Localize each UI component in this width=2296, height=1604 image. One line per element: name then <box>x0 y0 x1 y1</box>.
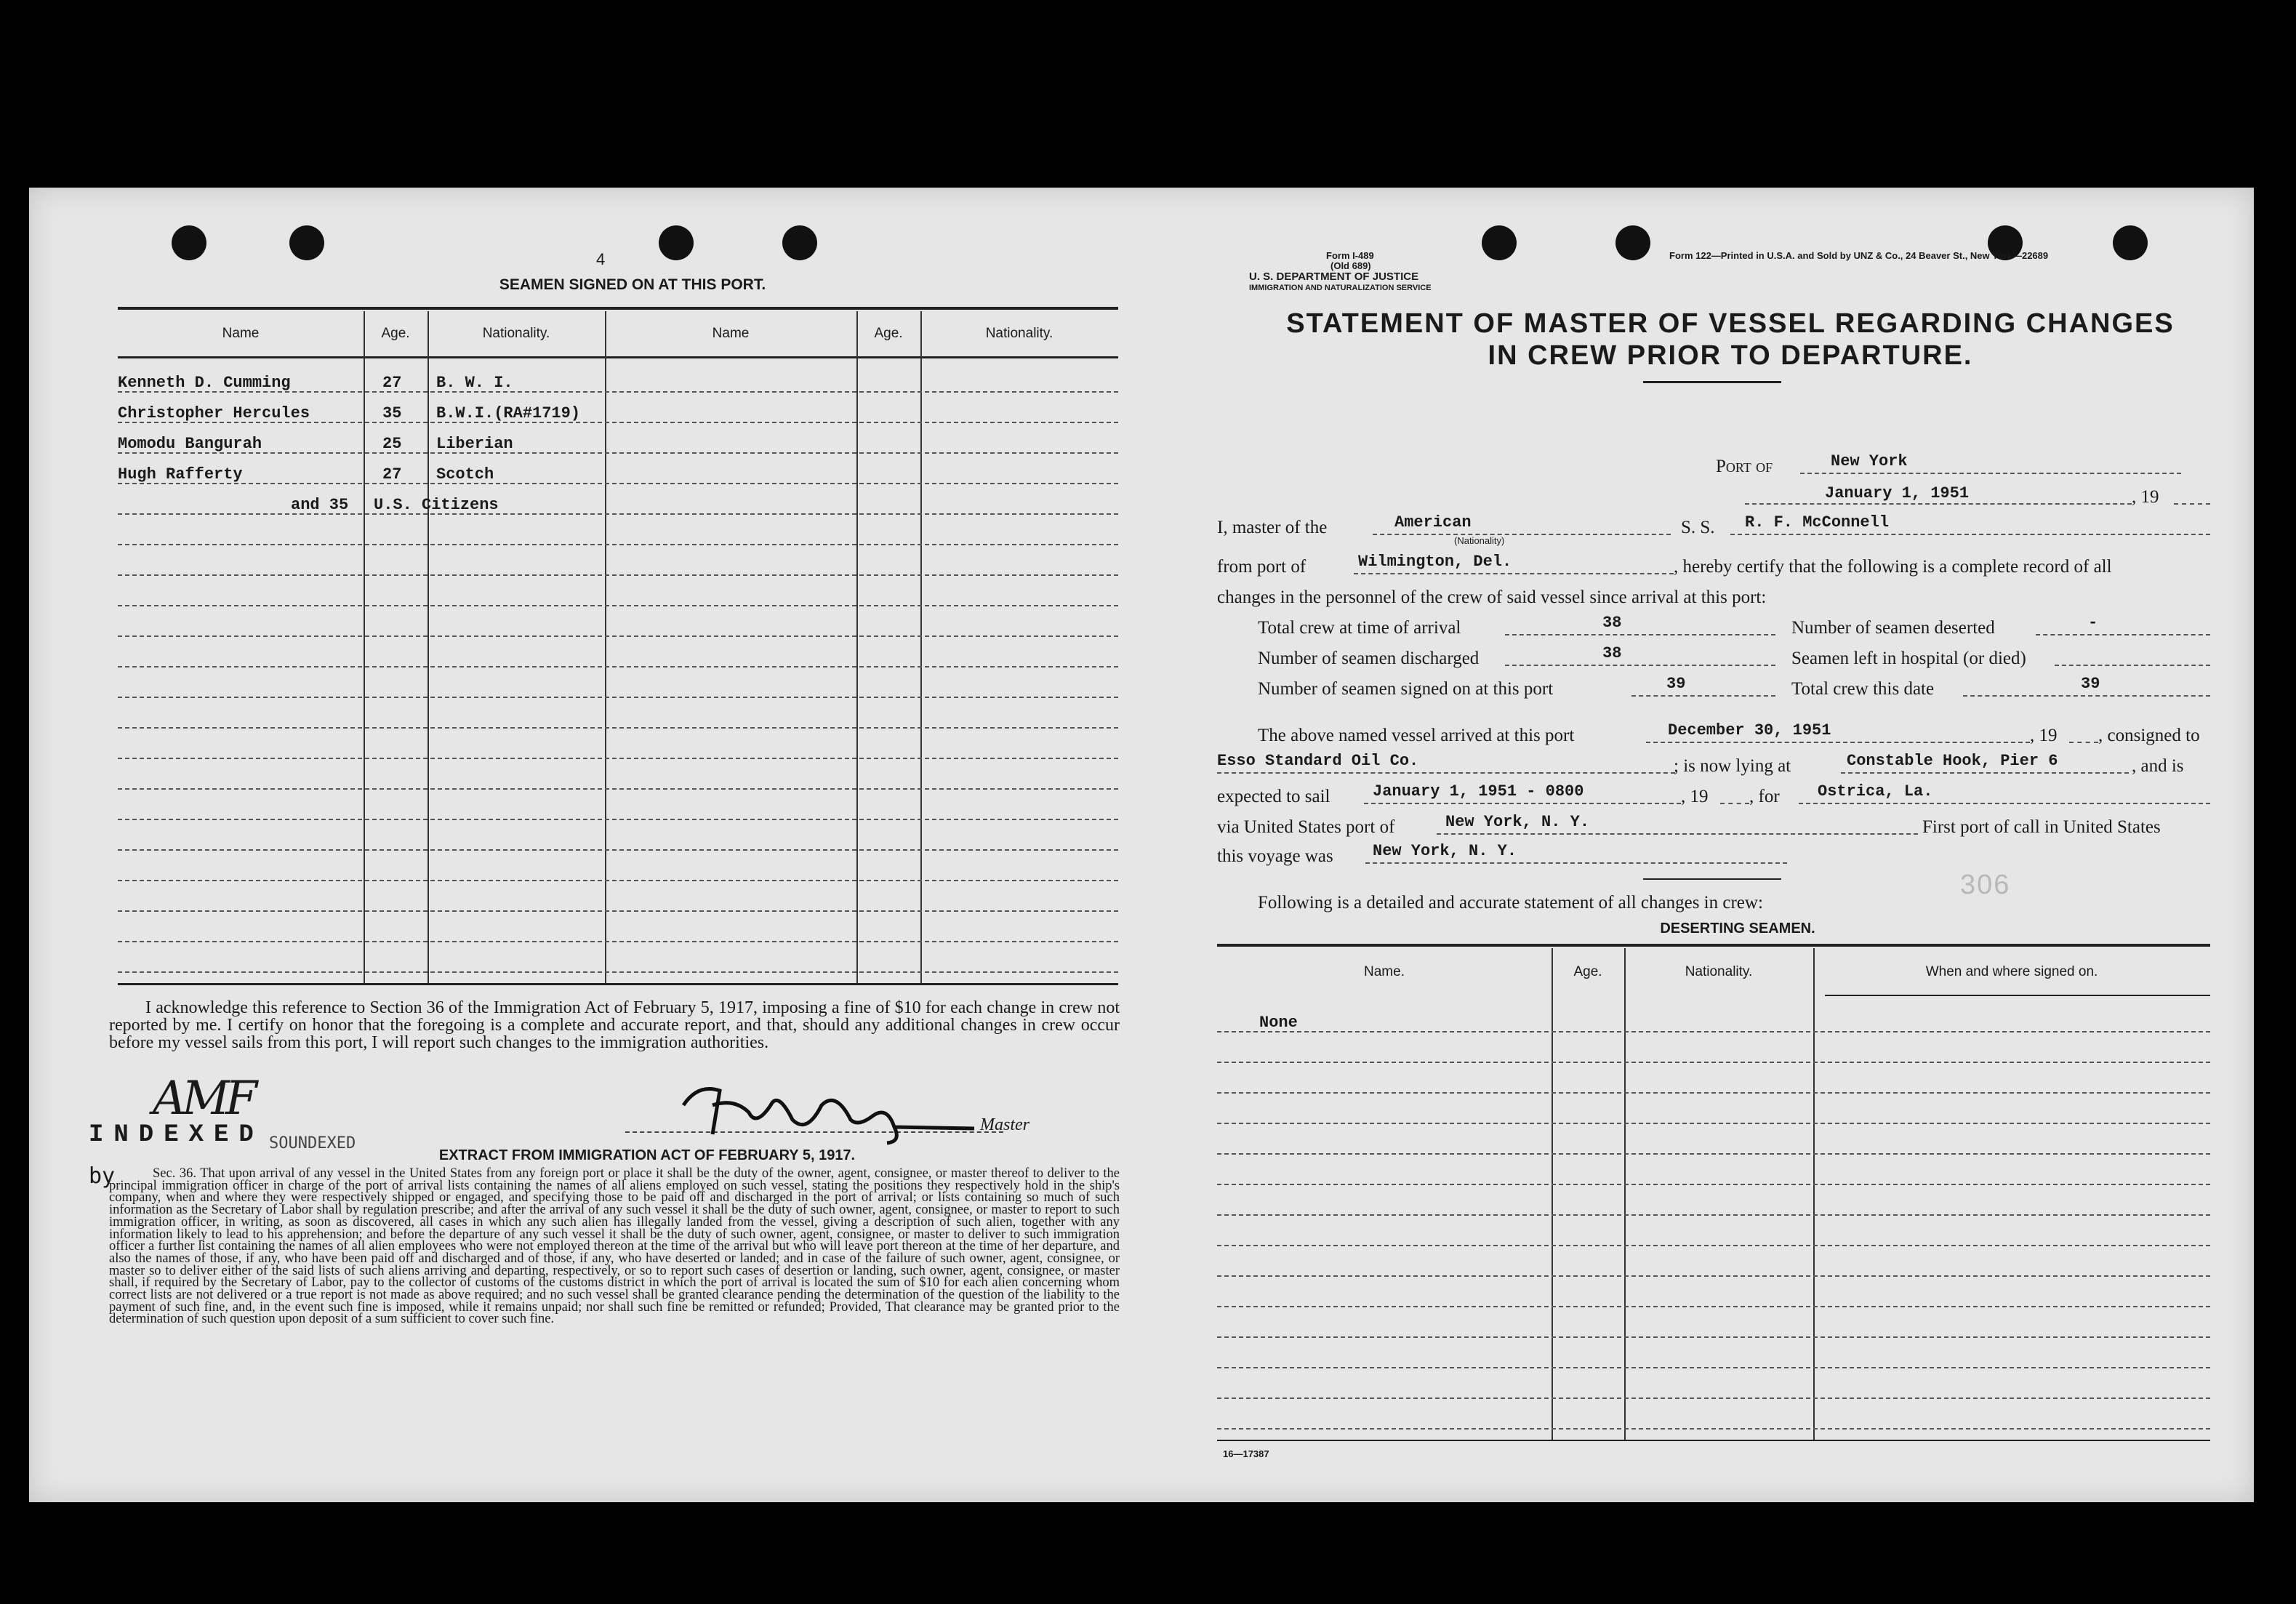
punch-hole <box>782 225 817 260</box>
left-page-title: SEAMEN SIGNED ON AT THIS PORT. <box>499 276 766 293</box>
deserting-header-age: Age. <box>1573 964 1602 979</box>
seaman-nationality: B. W. I. <box>436 374 513 392</box>
nationality-caption: (Nationality) <box>1454 535 1505 546</box>
row-line <box>118 849 1118 851</box>
certify-text: , hereby certify that the following is a complete record of all <box>1674 557 2112 577</box>
for-line <box>1799 803 2210 804</box>
seaman-name: and 35 <box>291 496 349 514</box>
row-line <box>1217 1275 2210 1277</box>
deserting-header-rule <box>1825 995 2210 996</box>
punch-hole <box>172 225 206 260</box>
by-label: by <box>89 1163 116 1189</box>
count-line <box>1631 695 1775 697</box>
deserting-header-nationality: Nationality. <box>1685 964 1753 979</box>
count-line <box>1963 695 2210 697</box>
service-name: IMMIGRATION AND NATURALIZATION SERVICE <box>1249 284 1432 292</box>
punch-hole <box>2113 225 2148 260</box>
table-top-rule <box>118 307 1118 310</box>
punch-hole <box>1615 225 1650 260</box>
this-voyage-line <box>1365 862 1787 864</box>
count-line <box>1505 665 1775 666</box>
deserted-value: - <box>2088 614 2098 632</box>
row-line <box>1217 1153 2210 1155</box>
seaman-age: 27 <box>382 465 402 484</box>
nationality-line <box>1373 534 1671 535</box>
date-suffix: , 19 <box>2132 487 2159 507</box>
seaman-age: 35 <box>382 404 402 422</box>
row-line <box>1217 1336 2210 1338</box>
hospital-label: Seamen left in hospital (or died) <box>1791 649 2026 668</box>
year-line <box>2174 503 2210 505</box>
stamp-number: 306 <box>1960 870 2011 900</box>
count-line <box>2036 634 2210 635</box>
consignee-value: Esso Standard Oil Co. <box>1217 752 1419 770</box>
via-label: via United States port of <box>1217 817 1395 837</box>
total-date-value: 39 <box>2081 675 2100 693</box>
seaman-name: Momodu Bangurah <box>118 435 262 453</box>
lying-line <box>1841 772 2129 774</box>
seaman-nationality: Liberian <box>436 435 513 453</box>
col-divider <box>920 311 922 983</box>
total-crew-arrival-label: Total crew at time of arrival <box>1258 618 1461 638</box>
consignee-line <box>1217 772 1675 774</box>
department-name: U. S. DEPARTMENT OF JUSTICE <box>1249 270 1419 283</box>
seaman-nationality: B.W.I.(RA#1719) <box>436 404 581 422</box>
row-line <box>118 513 1118 515</box>
signed-on-value: 39 <box>1666 675 1686 693</box>
punch-hole <box>1482 225 1517 260</box>
row-line <box>1217 1367 2210 1368</box>
col-divider <box>1624 948 1626 1440</box>
row-line <box>118 666 1118 667</box>
row-line <box>1217 1428 2210 1429</box>
header-name: Name <box>222 326 260 341</box>
header-age: Age. <box>381 326 410 341</box>
count-line <box>1505 634 1775 635</box>
footer-code: 16—17387 <box>1223 1448 1269 1459</box>
punch-hole <box>289 225 324 260</box>
row-line <box>1217 1245 2210 1246</box>
seaman-age: 25 <box>382 435 402 453</box>
col-divider <box>1552 948 1553 1440</box>
date-value: January 1, 1951 <box>1825 484 1970 502</box>
seaman-nationality: U.S. Citizens <box>374 496 499 514</box>
row-line <box>1217 1062 2210 1063</box>
row-line <box>118 788 1118 790</box>
for-value: Ostrica, La. <box>1818 782 1933 801</box>
seaman-name: Hugh Rafferty <box>118 465 243 484</box>
row-line <box>118 697 1118 698</box>
col-divider <box>1813 948 1815 1440</box>
row-line <box>118 910 1118 912</box>
from-port-value: Wilmington, Del. <box>1358 553 1512 571</box>
first-port-label: First port of call in United States <box>1922 817 2161 837</box>
expected-line <box>1364 803 1681 804</box>
row-line <box>118 727 1118 729</box>
acknowledgement-text: I acknowledge this reference to Section 36 of the Immigration Act of February 5, 1917, imposing a fine of $10 for each change in crew not reported by me. I certify on honor that the foregoing is a complete and accurate report, and that, should any additional changes in crew occur before my vessel sails from this port, I will report such changes to the immigration authorities. <box>109 998 1120 1052</box>
col-divider <box>428 311 429 983</box>
deserting-header-when-where: When and where signed on. <box>1925 964 2098 979</box>
row-line <box>118 819 1118 820</box>
master-signature <box>669 1076 974 1146</box>
deserted-label: Number of seamen deserted <box>1791 618 1995 638</box>
header-name-2: Name <box>712 326 750 341</box>
year-line <box>2069 742 2098 743</box>
year-line <box>1720 803 1749 804</box>
deserting-top-rule <box>1217 944 2210 947</box>
consigned-label: , consigned to <box>2098 726 2200 745</box>
ss-label: S. S. <box>1681 518 1715 537</box>
total-crew-arrival-value: 38 <box>1602 614 1622 632</box>
col-divider <box>856 311 858 983</box>
row-line <box>1217 1398 2210 1399</box>
form-label: Form I-489 <box>1326 250 1374 261</box>
total-date-label: Total crew this date <box>1791 679 1935 699</box>
col-divider <box>364 311 365 983</box>
header-age-2: Age. <box>874 326 903 341</box>
master-label: Master <box>980 1115 1029 1134</box>
seaman-age: 27 <box>382 374 402 392</box>
master-of-label: I, master of the <box>1217 518 1328 537</box>
handwritten-initials: AMF <box>153 1072 254 1126</box>
arrived-label: The above named vessel arrived at this port <box>1258 726 1575 745</box>
extract-title: EXTRACT FROM IMMIGRATION ACT OF FEBRUARY 5, 1917. <box>438 1147 856 1163</box>
discharged-value: 38 <box>1602 644 1622 662</box>
soundexed-stamp: SOUNDEXED <box>269 1134 356 1152</box>
count-line <box>2055 665 2210 666</box>
row-line <box>118 605 1118 606</box>
year-prefix: , 19 <box>2030 726 2058 745</box>
row-line <box>118 758 1118 759</box>
for-label: , for <box>1749 787 1780 806</box>
lying-label: ; is now lying at <box>1674 756 1791 776</box>
changes-text: changes in the personnel of the crew of said vessel since arrival at this port: <box>1217 588 1767 607</box>
this-voyage-value: New York, N. Y. <box>1373 842 1517 860</box>
page-number: 4 <box>596 250 606 268</box>
document-sheet <box>29 188 2254 1502</box>
indexed-stamp: INDEXED <box>89 1121 264 1149</box>
row-line <box>1217 1092 2210 1094</box>
port-line <box>1800 473 2181 474</box>
row-line <box>118 880 1118 881</box>
nationality-value: American <box>1394 513 1472 532</box>
table-header-rule <box>118 356 1118 358</box>
from-port-label: from port of <box>1217 557 1306 577</box>
row-line <box>1217 1031 2210 1032</box>
table-bottom-rule <box>118 983 1118 985</box>
row-line <box>118 544 1118 545</box>
seaman-name: Christopher Hercules <box>118 404 310 422</box>
vessel-line <box>1730 534 2210 535</box>
arrived-value: December 30, 1951 <box>1668 721 1831 739</box>
printer-note: Form 122—Printed in U.S.A. and Sold by UNZ & Co., 24 Beaver St., New York—22689 <box>1669 250 2049 261</box>
row-line <box>118 452 1118 454</box>
row-line <box>1217 1184 2210 1185</box>
lying-value: Constable Hook, Pier 6 <box>1847 752 2058 770</box>
form-old: (Old 689) <box>1330 260 1371 271</box>
col-divider <box>605 311 606 983</box>
and-is-label: , and is <box>2132 756 2184 776</box>
seaman-name: Kenneth D. Cumming <box>118 374 291 392</box>
row-line <box>118 483 1118 484</box>
discharged-label: Number of seamen discharged <box>1258 649 1480 668</box>
row-line <box>118 574 1118 576</box>
form-title-line2: IN CREW PRIOR TO DEPARTURE. <box>1488 340 1973 371</box>
form-title-line1: STATEMENT OF MASTER OF VESSEL REGARDING CHANGES <box>1286 308 2175 339</box>
section-rule <box>1643 878 1781 880</box>
arrived-line <box>1646 742 2030 743</box>
row-line <box>118 941 1118 942</box>
row-line <box>1217 1306 2210 1307</box>
port-label: Port of <box>1716 457 1773 476</box>
port-value: New York <box>1831 452 1908 470</box>
seaman-nationality: Scotch <box>436 465 494 484</box>
this-voyage-label: this voyage was <box>1217 846 1333 866</box>
row-line <box>118 971 1118 973</box>
date-line <box>1745 503 2132 505</box>
vessel-value: R. F. McConnell <box>1745 513 1890 532</box>
extract-text: Sec. 36. That upon arrival of any vessel in the United States from any foreign port or place it shall be the duty of the owner, agent, consignee, or master thereof to deliver to the principal immigration officer in charge of the port of arrival lists containing the names of all aliens employed on such vessel, stating the positions they respectively hold in the ship's company, when and where they were respectively shipped or engaged, and specifying those to be paid off and discharged in the port of arrival; or lists containing so much of such information as the Secretary of Labor shall by regulation prescribe; and after the arrival of any such vessel it shall be the duty of such owner, agent, consignee, or master to report to such immigration officer, in writing, as soon as discovered, all cases in which any such alien has illegally landed from the vessel, giving a description of such alien, together with any information likely to lead to his apprehension; and before the departure of any such vessel it shall be the duty of such owner, agent, consignee, or master to deliver to such immigration officer a further list containing the names of all alien employees who were not employed thereon at the time of the arrival but who will leave port thereon at the time of her departure, and also the names of those, if any, who have been paid off and discharged and of those, if any, who have deserted or landed; and in case of the failure of such owner, agent, consignee, or master so to deliver either of the said lists of such aliens arriving and departing, respectively, or so to report such cases of desertion or landing, such owner, agent, consignee, or master shall, if required by the Secretary of Labor, pay to the collector of customs of the customs district in which the port of arrival is located the sum of $10 for each alien concerning whom correct lists are not delivered or a true report is not made as above required; and no such vessel shall be granted clearance pending the determination of the question of the liability to the payment of such fine, and, in the event such fine is imposed, while it remains unpaid; nor shall such fine be remitted or refunded; Provided, That clearance may be granted prior to the determination of such question upon deposit of a sum sufficient to cover such fine. <box>109 1166 1120 1327</box>
via-value: New York, N. Y. <box>1445 813 1590 831</box>
deserting-bottom-rule <box>1217 1440 2210 1441</box>
header-nationality-2: Nationality. <box>985 326 1053 341</box>
row-line <box>1217 1123 2210 1124</box>
title-underline <box>1643 381 1781 383</box>
signed-on-label: Number of seamen signed on at this port <box>1258 679 1554 699</box>
via-line <box>1437 833 1918 835</box>
from-port-line <box>1354 573 1674 574</box>
punch-hole <box>659 225 694 260</box>
deserting-header-name: Name. <box>1364 964 1405 979</box>
deserting-title: DESERTING SEAMEN. <box>1660 921 1815 937</box>
following-text: Following is a detailed and accurate statement of all changes in crew: <box>1258 893 1763 913</box>
deserting-entry: None <box>1259 1014 1298 1032</box>
row-line <box>118 635 1118 637</box>
expected-value: January 1, 1951 - 0800 <box>1373 782 1584 801</box>
expected-label: expected to sail <box>1217 787 1330 806</box>
row-line <box>1217 1214 2210 1216</box>
header-nationality: Nationality. <box>482 326 550 341</box>
year-prefix: , 19 <box>1681 787 1709 806</box>
